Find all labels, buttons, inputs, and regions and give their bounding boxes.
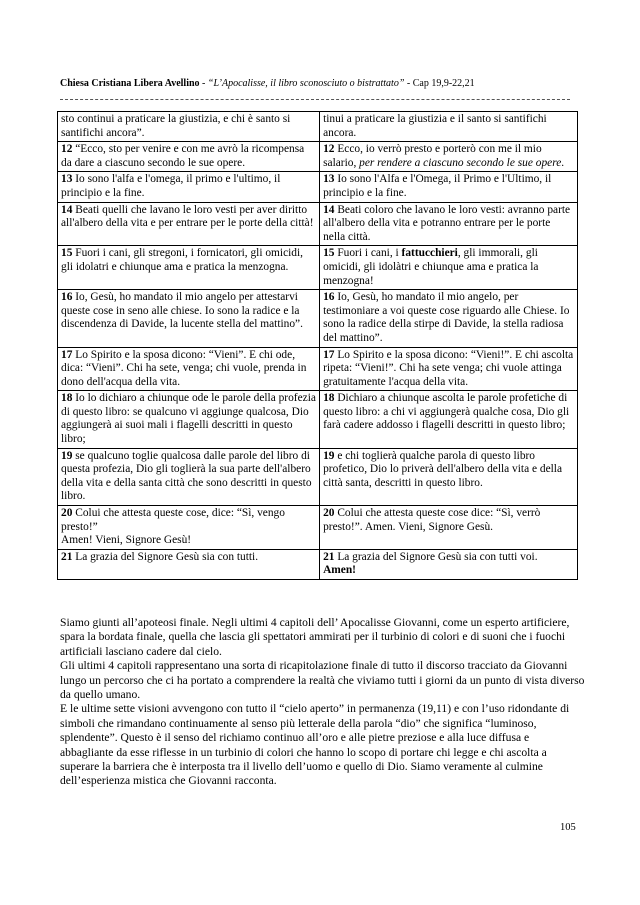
text-segment: La grazia del Signore Gesù sia con tutti voi. — [334, 550, 538, 563]
table-row — [58, 290, 578, 347]
verse-number: 15 — [323, 247, 335, 260]
verse-cell-version-b — [320, 112, 578, 142]
text-segment: Beati coloro che lavano le loro vesti: avranno parte all'albero della vita e potranno entrare per le porte nella città. — [323, 203, 571, 243]
verse-number: 19 — [61, 449, 73, 462]
verse-cell-version-a — [58, 347, 320, 391]
verse-number: 20 — [61, 507, 73, 520]
text-segment: Fuori i cani, gli stregoni, i fornicatori, gli omicidi, gli idolatri e chiunque ama e pratica la menzogna. — [61, 247, 304, 273]
verse-cell-version-a — [58, 172, 320, 202]
text-segment: “Ecco, sto per venire e con me avrò la ricompensa da dare a ciascuno secondo le sue opere. — [61, 143, 305, 169]
table-row — [58, 506, 578, 550]
table-row — [58, 246, 578, 290]
verse-cell-version-a — [58, 290, 320, 347]
text-segment: sto continui a praticare la giustizia, e chi è santo si santifichi ancora”. — [61, 113, 291, 139]
table-row — [58, 448, 578, 505]
verse-cell-version-a — [58, 391, 320, 448]
verse-number: 20 — [323, 507, 335, 520]
text-segment: La grazia del Signore Gesù sia con tutti. — [72, 550, 259, 563]
text-segment: cielo aperto — [284, 702, 339, 716]
header-rule — [60, 99, 570, 100]
paragraph — [60, 616, 585, 659]
text-segment: ” in permanenza (19,11) e con l’uso ridondante di simboli che rimandano continuamente al senso più letterale della parola “ — [60, 702, 570, 730]
verse-cell-version-b — [320, 506, 578, 550]
verse-cell-version-a — [58, 448, 320, 505]
text-segment: Io, Gesù, ho mandato il mio angelo, per testimoniare a voi queste cose riguardo alle Chiese. Io sono la radice della stirpe di Davide, la stella radiosa del mattino”. — [323, 291, 570, 344]
verse-cell-version-a — [58, 112, 320, 142]
paragraph — [60, 659, 585, 702]
verse-cell-version-b — [320, 347, 578, 391]
verse-cell-version-a — [58, 246, 320, 290]
verse-number: 17 — [61, 348, 73, 361]
text-segment: dio — [400, 716, 416, 730]
verse-cell-version-b — [320, 246, 578, 290]
table-row — [58, 549, 578, 579]
commentary — [60, 616, 585, 789]
verse-cell-version-b — [320, 142, 578, 172]
verse-cell-version-a — [58, 506, 320, 550]
text-segment: Beati quelli che lavano le loro vesti per aver diritto all'albero della vita e per entrare per le porte della città! — [61, 203, 314, 230]
verse-cell-version-b — [320, 448, 578, 505]
verse-cell-version-b — [320, 549, 578, 579]
text-segment: Io sono l'alfa e l'omega, il primo e l'ultimo, il principio e la fine. — [61, 173, 281, 199]
verse-cell-version-b — [320, 172, 578, 202]
text-segment: Io, Gesù, ho mandato il mio angelo per attestarvi queste cose in seno alle chiese. Io sono la radice e la discendenza di Davide, la lucente stella del mattino”. — [61, 291, 303, 331]
table-row — [58, 112, 578, 142]
verse-cell-version-b — [320, 391, 578, 448]
table-row — [58, 172, 578, 202]
text-segment: Dichiaro a chiunque ascolta le parole profetiche di questo libro: a chi vi aggiungerà qualche cosa, Dio gli farà cadere addosso i flagelli descritti in questo libro; — [323, 392, 570, 432]
paragraph — [60, 702, 585, 788]
verse-number: 21 — [61, 550, 73, 563]
text-segment: per rendere a ciascuno secondo le sue opere — [359, 156, 562, 169]
verse-number: 12 — [61, 143, 73, 156]
text-segment: luminoso, splendente — [60, 716, 537, 745]
text-segment: Lo Spirito e la sposa dicono: “Vieni”. E chi ode, dica: “Vieni”. Chi ha sete, venga; chi vuole, prenda in dono dell'acqua della vita. — [61, 348, 307, 388]
header-org: Chiesa Cristiana Libera Avellino — [60, 78, 200, 89]
verse-number: 19 — [323, 449, 335, 462]
verse-cell-version-b — [320, 290, 578, 347]
header-chapter: - Cap 19,9-22,21 — [404, 78, 475, 89]
text-segment: ”. Questo è il senso del richiamo continuo all’oro e alle pietre preziose e alla luce diffusa e abbagliante da esse riflesse in un turbinio di colori che hanno lo scopo di portare chi legge e chi ascolta a superare la barriera che è interposta tra il livello dell’uomo e quello di Dio. Siamo veramente al culmine dell’esperienza mistica che Giovanni racconta. — [60, 731, 547, 788]
text-segment: Gli ultimi 4 capitoli rappresentano una sorta di ricapitolazione finale di tutto il discorso tracciato da Giovanni lungo un percorso che ci ha portato a comprendere la realtà che viviamo tutti i giorni da un punto di vista diverso da quello umano. — [60, 659, 585, 702]
text-segment: Amen! Vieni, Signore Gesù! — [61, 534, 192, 547]
text-segment: Siamo giunti all’apoteosi finale. Negli ultimi 4 capitoli dell’ Apocalisse Giovanni, come un esperto artificiere, spara la bordata finale, quella che lascia gli spettatori ammirati per il turbinio di colori e di suoni che i fuochi artificiali lasciano cadere dal cielo. — [60, 616, 570, 658]
comparison-table — [57, 111, 578, 580]
text-segment: Fuori i cani, i — [334, 247, 402, 260]
verse-number: 18 — [323, 392, 335, 405]
verse-number: 14 — [323, 203, 335, 216]
table-row — [58, 202, 578, 246]
header-sep: - — [199, 78, 208, 89]
text-segment: Colui che attesta queste cose dice: “Sì, verrò presto!”. Amen. Vieni, Signore Gesù. — [323, 507, 541, 533]
verse-number: 13 — [61, 173, 73, 186]
verse-number: 16 — [61, 291, 73, 304]
header-title: “L’Apocalisse, il libro sconosciuto o bistrattato” — [207, 78, 405, 89]
verse-number: 14 — [61, 203, 73, 216]
verse-cell-version-b — [320, 202, 578, 246]
verse-cell-version-a — [58, 202, 320, 246]
verse-number: 17 — [323, 348, 335, 361]
table-row — [58, 391, 578, 448]
text-segment: . — [561, 156, 565, 169]
text-segment: , gli immorali, gli omicidi, gli idolàtri e chiunque ama e pratica la menzogna! — [323, 247, 539, 287]
text-segment: Ecco, io verrò presto e porterò con me il mio salario, — [323, 143, 542, 169]
text-segment: Io lo dichiaro a chiunque ode le parole della profezia di questo libro: se qualcuno vi aggiunge qualcosa, Dio aggiungerà ai suoi mali i flagelli descritti in questo libro; — [61, 392, 316, 446]
text-segment: Lo Spirito e la sposa dicono: “Vieni!”. E chi ascolta ripeta: “Vieni!”. Chi ha sete venga; chi vuole attinga gratuitamente l'acqua della vita. — [323, 348, 574, 388]
verse-number: 12 — [323, 143, 335, 156]
text-segment: E le ultime sette visioni avvengono con tutto il “ — [60, 702, 285, 716]
table-row — [58, 142, 578, 172]
text-segment: Amen! — [323, 564, 356, 577]
verse-cell-version-a — [58, 142, 320, 172]
verse-number: 21 — [323, 550, 335, 563]
verse-cell-version-a — [58, 549, 320, 579]
text-segment: e chi toglierà qualche parola di questo libro profetico, Dio lo priverà dell'albero della vita e della città santa, descritti in questo libro. — [323, 449, 563, 489]
verse-number: 16 — [323, 291, 335, 304]
verse-number: 18 — [61, 392, 73, 405]
table-row — [58, 347, 578, 391]
page-number: 105 — [560, 822, 576, 833]
text-segment: Io sono l'Alfa e l'Omega, il Primo e l'Ultimo, il principio e la fine. — [323, 173, 552, 199]
text-segment: ” che significa “ — [415, 716, 491, 730]
page-header — [60, 78, 582, 89]
text-segment: Colui che attesta queste cose, dice: “Sì, vengo presto!” — [61, 507, 285, 533]
text-segment: tinui a praticare la giustizia e il santo si santifichi ancora. — [323, 113, 547, 139]
verse-number: 15 — [61, 247, 73, 260]
comparison-table-body — [58, 112, 578, 580]
text-segment: fattucchieri — [401, 247, 458, 260]
verse-number: 13 — [323, 173, 335, 186]
text-segment: se qualcuno toglie qualcosa dalle parole del libro di questa profezia, Dio gli toglierà la sua parte dell'albero della vita e della santa città che sono descritti in questo libro. — [61, 449, 312, 503]
